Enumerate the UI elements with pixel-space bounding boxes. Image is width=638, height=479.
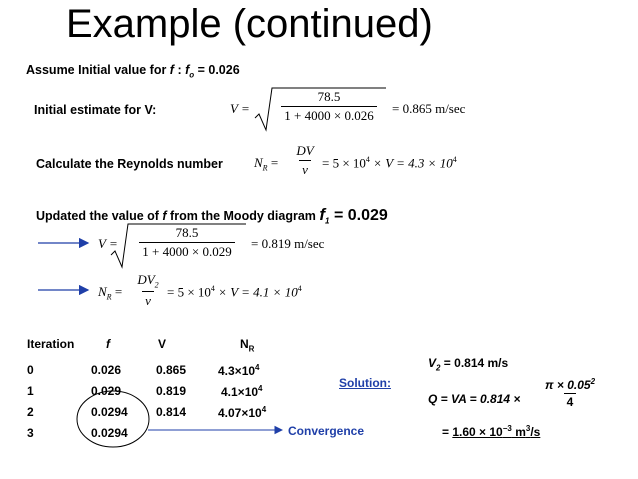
- result-tail: /s: [530, 425, 541, 439]
- updated-f: f: [162, 209, 167, 223]
- nr2-sub: R: [106, 292, 112, 302]
- v2-denominator: 1 + 4000 × 0.029: [139, 242, 234, 260]
- row-f: 0.026: [91, 363, 122, 377]
- v2-fraction: [129, 225, 245, 260]
- initial-v-symbol: V =: [230, 101, 250, 116]
- reynolds2-denominator: ν: [142, 291, 154, 309]
- solution-v2-value: = 0.814 m/s: [440, 356, 509, 370]
- result-unit: m: [511, 425, 526, 439]
- row-iteration: 0: [27, 363, 34, 377]
- nr-sub: R: [262, 163, 268, 173]
- v2-result: = 0.819 m/sec: [251, 236, 325, 251]
- v2-lhs: [98, 236, 118, 252]
- f1-symbol: f: [319, 205, 326, 224]
- row-f: 0.0294: [91, 405, 128, 419]
- row-nr-exp: 4: [261, 405, 267, 414]
- initial-fraction: [273, 89, 385, 124]
- v2-symbol: V =: [98, 236, 118, 251]
- reynolds1-rhs-a: = 5 × 10: [322, 155, 366, 171]
- solution-q-fraction: [540, 377, 600, 409]
- solution-q-lhs: Q = VA = 0.814 ×: [428, 392, 521, 406]
- initial-estimate-label: Initial estimate for V:: [34, 103, 157, 117]
- result-value: 1.60 × 10: [452, 425, 503, 439]
- assume-line: [26, 63, 240, 80]
- assume-fo: f: [185, 63, 190, 77]
- solution-q-denominator: 4: [564, 393, 577, 409]
- row-f: 0.0294: [91, 426, 128, 440]
- result-underlined: [452, 425, 540, 439]
- table-header-f: f: [106, 337, 110, 351]
- row-v: 0.819: [156, 384, 187, 398]
- reynolds-label: Calculate the Reynolds number: [36, 157, 223, 171]
- reynolds1-lhs: [254, 155, 278, 173]
- reynolds1-denominator: ν: [299, 160, 311, 178]
- row-v: 0.814: [156, 405, 187, 419]
- updated-label-b: from the Moody diagram: [166, 209, 320, 223]
- solution-v2-symbol: V: [428, 356, 437, 370]
- reynolds2-num-sub: 2: [154, 280, 159, 290]
- initial-denominator: 1 + 4000 × 0.026: [281, 106, 376, 124]
- row-nr-text: 4.3×10: [218, 364, 256, 378]
- v2-numerator: 78.5: [175, 225, 199, 240]
- initial-numerator: 78.5: [317, 89, 341, 104]
- nr2-symbol: N: [98, 284, 107, 299]
- solution-q-numerator: [542, 377, 598, 393]
- row-nr-exp: 4: [258, 384, 263, 393]
- result-eq: =: [442, 425, 453, 439]
- row-nr: [218, 363, 260, 378]
- assume-label: Assume Initial value for: [26, 63, 170, 77]
- reynolds2-result: [167, 284, 302, 300]
- reynolds2-num-text: DV: [137, 272, 155, 287]
- row-f: 0.029: [91, 384, 122, 398]
- solution-label: Solution:: [339, 376, 391, 390]
- row-nr: [218, 405, 266, 420]
- reynolds1-rhs-a-exp: 4: [365, 155, 370, 164]
- q-num-exp: 2: [590, 377, 596, 386]
- table-header-iteration: Iteration: [27, 337, 75, 351]
- reynolds1-eq: =: [270, 155, 279, 170]
- table-header-v: V: [158, 337, 167, 351]
- reynolds2-eq: =: [114, 284, 123, 299]
- initial-result: = 0.865 m/sec: [392, 101, 466, 116]
- table-header-nr: [240, 337, 254, 353]
- row-iteration: 2: [27, 405, 34, 419]
- reynolds2-rhs-a: = 5 × 10: [167, 284, 211, 300]
- row-v: 0.865: [156, 363, 187, 377]
- reynolds2-numerator: [134, 272, 161, 291]
- reynolds2-rhs-b-exp: 4: [297, 284, 302, 293]
- row-iteration: 3: [27, 426, 34, 440]
- row-nr-text: 4.1×10: [221, 385, 259, 399]
- result-unit-exp: 3: [525, 424, 531, 433]
- reynolds2-fraction: [132, 272, 164, 309]
- reynolds1-numerator: DV: [296, 143, 314, 158]
- q-num-text: π × 0.05: [544, 378, 591, 392]
- assume-fo-sub: o: [189, 70, 195, 80]
- assume-colon: :: [173, 63, 186, 77]
- f1-sub: 1: [325, 216, 330, 226]
- reynolds1-result: [322, 155, 457, 171]
- solution-result: [442, 424, 540, 439]
- solution-v2-sub: 2: [436, 363, 441, 373]
- result-exp: −3: [502, 424, 512, 433]
- reynolds2-lhs: [98, 284, 122, 302]
- convergence-label: Convergence: [288, 424, 365, 438]
- nr-header-text: N: [240, 337, 249, 351]
- reynolds1-fraction: [292, 143, 318, 178]
- nr-header-sub: R: [248, 344, 255, 354]
- f1-value: = 0.029: [329, 207, 388, 224]
- initial-v-lhs: [230, 101, 250, 117]
- nr-symbol: N: [254, 155, 263, 170]
- page-title: Example (continued): [66, 2, 433, 46]
- updated-label-a: Updated the value of: [36, 209, 163, 223]
- assume-f: f: [169, 63, 174, 77]
- row-nr: [221, 384, 263, 399]
- assume-fo-value: = 0.026: [194, 63, 240, 77]
- reynolds1-rhs-b-exp: 4: [452, 155, 457, 164]
- solution-v2: [428, 356, 508, 372]
- row-nr-exp: 4: [255, 363, 260, 372]
- reynolds1-rhs-b: × V = 4.3 × 10: [369, 155, 453, 171]
- reynolds2-rhs-b: × V = 4.1 × 10: [214, 284, 298, 300]
- updated-line: [36, 205, 388, 226]
- reynolds2-rhs-a-exp: 4: [210, 284, 215, 293]
- row-iteration: 1: [27, 384, 34, 398]
- row-nr-text: 4.07×10: [218, 406, 262, 420]
